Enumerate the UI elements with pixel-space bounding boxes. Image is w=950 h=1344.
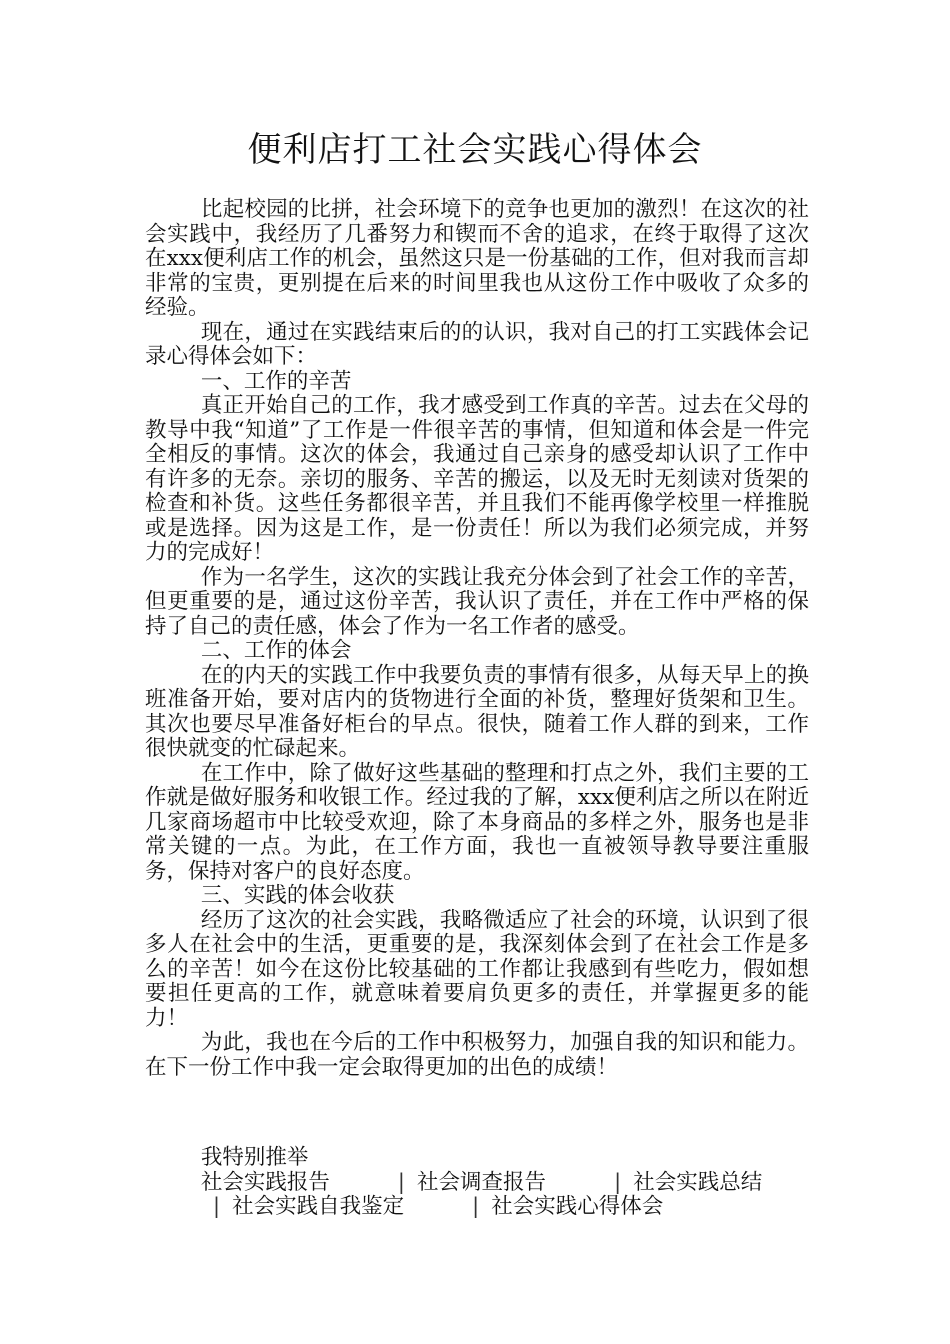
link-separator: | [397, 1169, 406, 1195]
paragraph-summary: 现在，通过在实践结束后的的认识，我对自己的打工实践体会记录心得体会如下： [145, 319, 809, 369]
recommend-link-reflection[interactable]: 社会实践心得体会 [491, 1194, 664, 1219]
document-title: 便利店打工社会实践心得体会 [247, 130, 703, 170]
section-heading-3: 三、实践的体会收获 [200, 883, 395, 908]
recommend-section [145, 1146, 809, 1220]
paragraph-section-1b: 作为一名学生，这次的实践让我充分体会到了社会工作的辛苦，但更重要的是，通过这份辛苦，我认识了责任，并在工作中严格的保持了自己的责任感，体会了作为一名工作者的感受。 [145, 564, 809, 639]
paragraph-section-3a: 经历了这次的社会实践，我略微适应了社会的环境，认识到了很多人在社会中的生活，更重要的是，我深刻体会到了在社会工作是多么的辛苦！如今在这份比较基础的工作都让我感到有些吃力，假如想要担任更高的工作，就意味着要肩负更多的责任，并掌握更多的能力！ [145, 907, 809, 1031]
link-separator: | [613, 1169, 622, 1195]
recommend-links [145, 1171, 809, 1220]
document-body [145, 198, 809, 1080]
link-separator: | [472, 1194, 480, 1219]
recommend-link-survey[interactable]: 社会调查报告 [417, 1169, 547, 1195]
section-heading-1: 一、工作的辛苦 [200, 368, 352, 394]
paragraph-conclusion: 为此，我也在今后的工作中积极努力，加强自我的知识和能力。在下一份工作中我一定会取得更加的出色的成绩！ [145, 1030, 809, 1080]
recommend-link-summary[interactable]: 社会实践总结 [633, 1169, 763, 1195]
recommend-heading: 我特别推举 [200, 1145, 309, 1170]
paragraph-section-1a: 真正开始自己的工作，我才感受到工作真的辛苦。过去在父母的教导中我“知道”了工作是一件很辛苦的事情，但知道和体会是一件完全相反的事情。这次的体会，我通过自己亲身的感受却认识了工作中有许多的无奈。亲切的服务、辛苦的搬运，以及无时无刻读对货架的检查和补货。这些任务都很辛苦，并且我们不能再像学校里一样推脱或是选择。因为这是工作，是一份责任！所以为我们必须完成，并努力的完成好！ [145, 393, 809, 565]
link-separator: | [212, 1194, 221, 1219]
recommend-link-self-assessment[interactable]: 社会实践自我鉴定 [232, 1194, 405, 1219]
paragraph-section-2b: 在工作中，除了做好这些基础的整理和打点之外，我们主要的工作就是做好服务和收银工作。经过我的了解，xxx便利店之所以在附近几家商场超市中比较受欢迎，除了本身商品的多样之外，服务也是非常关键的一点。为此，在工作方面，我也一直被领导教导要注重服务，保持对客户的良好态度。 [145, 760, 809, 884]
section-heading-2: 二、工作的体会 [200, 638, 352, 663]
recommend-link-report[interactable]: 社会实践报告 [200, 1169, 330, 1195]
paragraph-section-2a: 在的内天的实践工作中我要负责的事情有很多，从每天早上的换班准备开始，要对店内的货物进行全面的补货，整理好货架和卫生。其次也要尽早准备好柜台的早点。很快，随着工作人群的到来，工作很快就变的忙碌起来。 [145, 662, 809, 761]
paragraph-intro: 比起校园的比拼，社会环境下的竞争也更加的激烈！在这次的社会实践中，我经历了几番努力和锲而不舍的追求，在终于取得了这次在xxx便利店工作的机会，虽然这只是一份基础的工作，但对我而言却非常的宝贵，更别提在后来的时间里我也从这份工作中吸收了众多的经验。 [145, 197, 809, 320]
